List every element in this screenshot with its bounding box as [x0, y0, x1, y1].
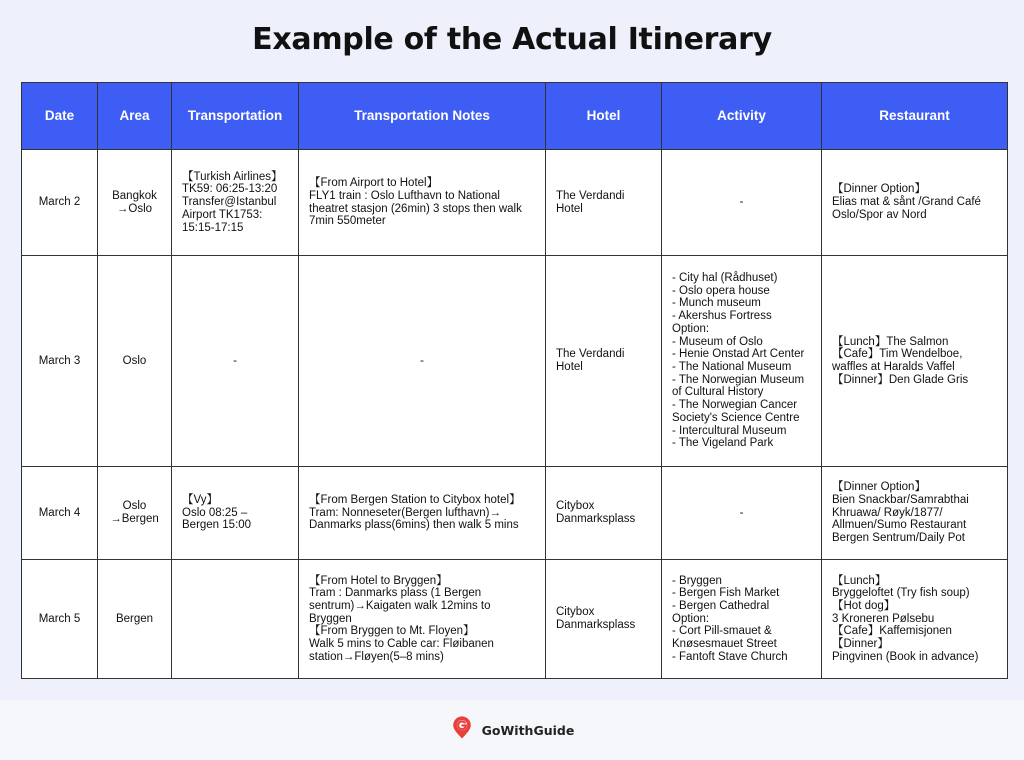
cell-transportation: 【Turkish Airlines】 TK59: 06:25-13:20 Transfer@Istanbul Airport TK1753: 15:15-17:15	[172, 150, 299, 256]
cell-activity: - City hal (Rådhuset) - Oslo opera house - Munch museum - Akershus Fortress Option: - Museum of Oslo - Henie Onstad Art Center - The National Museum - The Norwegian Museum of Cultural History - The Norwegian Cancer Society's Science Centre - Intercultural Museum - The Vigeland Park	[662, 256, 822, 467]
cell-restaurant: 【Lunch】The Salmon 【Cafe】Tim Wendelboe, waffles at Haralds Vaffel 【Dinner】Den Glade Gris	[822, 256, 1008, 467]
col-header-transportation: Transportation	[172, 83, 299, 150]
cell-hotel: The Verdandi Hotel	[546, 150, 662, 256]
cell-area: Oslo	[98, 256, 172, 467]
cell-activity: -	[662, 150, 822, 256]
cell-date: March 2	[22, 150, 98, 256]
table-row	[22, 150, 1008, 256]
cell-activity: -	[662, 467, 822, 560]
itinerary-table	[21, 82, 1008, 679]
page-title: Example of the Actual Itinerary	[252, 22, 772, 57]
cell-hotel: The Verdandi Hotel	[546, 256, 662, 467]
col-header-area: Area	[98, 83, 172, 150]
cell-notes: 【From Airport to Hotel】 FLY1 train : Oslo Lufthavn to National theatret stasjon (26min) 3 stops then walk 7min 550meter	[299, 150, 546, 256]
col-header-hotel: Hotel	[546, 83, 662, 150]
cell-notes: 【From Bergen Station to Citybox hotel】 Tram: Nonneseter(Bergen lufthavn)→ Danmarks plass(6mins) then walk 5 mins	[299, 467, 546, 560]
col-header-date: Date	[22, 83, 98, 150]
col-header-notes: Transportation Notes	[299, 83, 546, 150]
cell-transportation	[172, 560, 299, 679]
cell-area: Bangkok →Oslo	[98, 150, 172, 256]
cell-date: March 4	[22, 467, 98, 560]
cell-date: March 3	[22, 256, 98, 467]
brand-name: GoWithGuide	[481, 722, 575, 738]
table-row	[22, 560, 1008, 679]
col-header-restaurant: Restaurant	[822, 83, 1008, 150]
cell-restaurant: 【Lunch】 Bryggeloftet (Try fish soup) 【Hot dog】 3 Kroneren Pølsebu 【Cafe】Kaffemisjonen 【Dinner】 Pingvinen (Book in advance)	[822, 560, 1008, 679]
cell-area: Oslo →Bergen	[98, 467, 172, 560]
cell-transportation: -	[172, 256, 299, 467]
cell-notes: -	[299, 256, 546, 467]
cell-notes: 【From Hotel to Bryggen】 Tram : Danmarks plass (1 Bergen sentrum)→Kaigaten walk 12mins to Bryggen 【From Bryggen to Mt. Floyen】 Walk 5 mins to Cable car: Fløibanen station→Fløyen(5–8 mins)	[299, 560, 546, 679]
cell-date: March 5	[22, 560, 98, 679]
brand	[450, 716, 575, 745]
footer	[0, 700, 1024, 760]
col-header-activity: Activity	[662, 83, 822, 150]
cell-hotel: Citybox Danmarksplass	[546, 560, 662, 679]
table-row	[22, 256, 1008, 467]
cell-area: Bergen	[98, 560, 172, 679]
cell-restaurant: 【Dinner Option】 Elias mat & sånt /Grand Café Oslo/Spor av Nord	[822, 150, 1008, 256]
gowithguide-logo-icon	[450, 716, 474, 745]
table-row	[22, 467, 1008, 560]
cell-transportation: 【Vy】 Oslo 08:25 – Bergen 15:00	[172, 467, 299, 560]
header-row	[22, 83, 1008, 150]
cell-activity: - Bryggen - Bergen Fish Market - Bergen Cathedral Option: - Cort Pill-smauet & Knøsesmauet Street - Fantoft Stave Church	[662, 560, 822, 679]
cell-restaurant: 【Dinner Option】 Bien Snackbar/Samrabthai Khruawa/ Røyk/1877/ Allmuen/Sumo Restaurant Bergen Sentrum/Daily Pot	[822, 467, 1008, 560]
cell-hotel: Citybox Danmarksplass	[546, 467, 662, 560]
